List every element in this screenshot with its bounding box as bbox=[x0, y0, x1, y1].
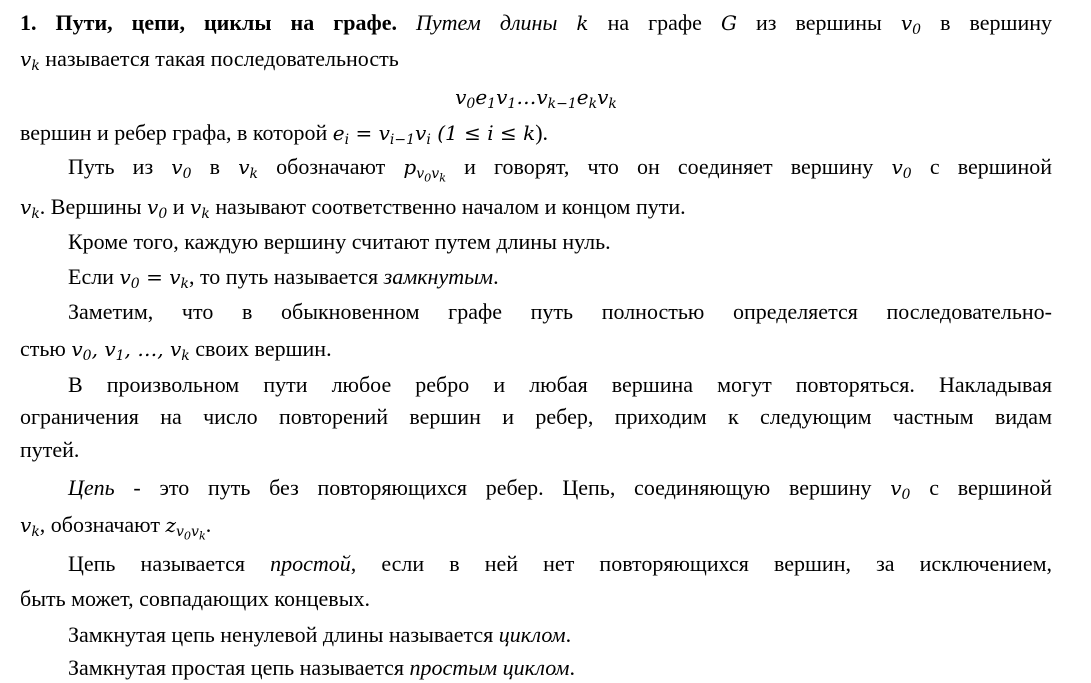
paragraph-cycle: Замкнутая цепь ненулевой длины называется циклом. bbox=[68, 622, 572, 647]
paragraph-chain: Цепь - это путь без повторяющихся ребер. Цепь, соединяющую вершину $v_0$ с вершиной bbox=[68, 475, 1053, 504]
text-line: стью $v_0$, $v_1$, …, $v_k$ своих вершин. bbox=[20, 336, 332, 365]
formula-sequence: $v_0e_1v_1\dots v_{k-1}e_kv_k$ bbox=[455, 85, 617, 113]
section-title: 1. Пути, цепи, циклы на графе. bbox=[20, 10, 397, 35]
text-line: путей. bbox=[20, 437, 80, 462]
paragraph-ordinary-graph: Заметим, что в обыкновенном графе путь полностью определяется последовательно- bbox=[68, 299, 1052, 324]
term-path-length: Путем длины bbox=[416, 10, 558, 35]
text-line: $v_k$. Вершины $v_0$ и $v_k$ называют соответственно началом и концом пути. bbox=[20, 194, 686, 223]
text-line: быть может, совпадающих концевых. bbox=[20, 586, 370, 611]
text-line: $v_k$, обозначают $z_{v_0v_k}$. bbox=[20, 512, 212, 543]
paragraph-repetition: В произвольном пути любое ребро и любая вершина могут повторяться. Накладывая bbox=[68, 372, 1052, 397]
paragraph-simple-cycle: Замкнутая простая цепь называется простым циклом. bbox=[68, 655, 575, 680]
paragraph-zero-length: Кроме того, каждую вершину считают путем длины нуль. bbox=[68, 229, 611, 254]
text-line: $v_k$ называется такая последовательность bbox=[20, 46, 399, 75]
paragraph-simple-chain: Цепь называется простой, если в ней нет повторяющихся вершин, за исключением, bbox=[68, 551, 1053, 576]
text-line: ограничения на число повторений вершин и ребер, приходим к следующим частным видам bbox=[20, 404, 1052, 429]
text-line: вершин и ребер графа, в которой $e_i = v_{i-1}v_i$ (1 ≤ i ≤ k). bbox=[20, 120, 549, 149]
paragraph-closed-path: Если $v_0 = v_k$, то путь называется замкнутым. bbox=[68, 264, 499, 293]
paragraph-path-notation: Путь из $v_0$ в $v_k$ обозначают $p_{v_0v_k}$ и говорят, что он соединяет вершину $v_0$ с вершиной bbox=[68, 154, 1053, 185]
paragraph-definition-path: 1. Пути, цепи, циклы на графе. Путем длины k на графе G из вершины $v_0$ в вершину bbox=[20, 10, 1053, 39]
